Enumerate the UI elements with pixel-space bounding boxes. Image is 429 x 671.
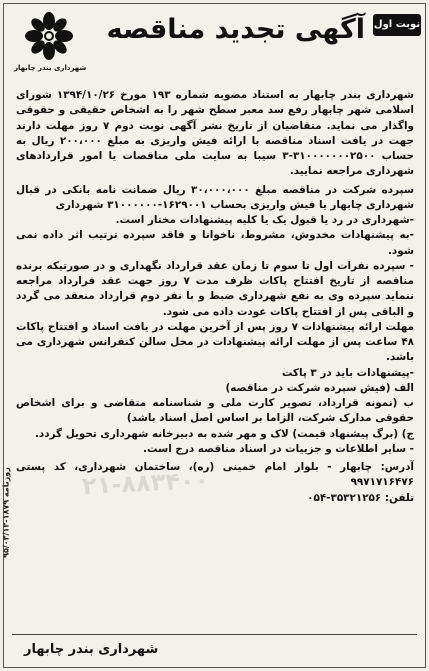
intro-text: به استناد مصوبه شماره ۱۹۳ مورخ ۱۳۹۴/۱۰/۲۶ شورای اسلامی شهر چابهار رفع سد معبر سطح شهر را به اشخاص حقیقی و حقوقی واگذار می نماید. متقاضیان از تاریخ نشر آگهی نوبت دوم ۷ روز مهلت دارند جهت در یافت اسناد مناقصه با ارائه فیش واریزی به مبلغ ۲۰۰،۰۰۰ ریال به حساب ۳۱۰۰۰۰۰۰۰۲۵۰۰-۳ سیبا به سایت ملی مناقصات یا امور قراردادهای شهرداری مراجعه نمایید. — [16, 89, 414, 178]
footer-signature: شهرداری بندر چابهار — [24, 642, 159, 657]
footer-divider — [12, 634, 417, 635]
page-title: آگهی تجدید مناقصه — [106, 14, 365, 45]
paragraph-rights: -شهرداری در رد یا قبول یک یا کلیه پیشنهادات مختار است. — [115, 214, 414, 226]
paragraph-deadline: مهلت ارائه پیشنهادات ۷ روز پس از آخرین مهلت در یافت اسناد و افتتاح پاکات ۴۸ ساعت پس از مهلت ارائه پیشنهادات در محل سالن کنفرانس شهرداری می باشد. — [16, 320, 414, 364]
paragraph-other-info: - سایر اطلاعات و جزییات در اسناد مناقصه درج است. — [143, 442, 414, 455]
flower-emblem-icon — [23, 10, 75, 62]
paragraph-invalid-bids: -به پیشنهادات مخدوش، مشروط، ناخوانا و فاقد سپرده ترتیب اثر داده نمی شود. — [16, 229, 414, 257]
advertisement-frame — [3, 3, 426, 668]
intro-lead: شهرداری بندر چابهار — [303, 89, 415, 101]
address-line: آدرس: چابهار - بلوار امام خمینی (ره)، ساختمان شهرداری، کد پستی ۹۹۷۱۷۱۶۴۷۶ — [16, 461, 414, 489]
envelope-c: ج) (برگ پیشنهاد قیمت) لاک و مهر شده به دبیرخانه شهرداری تحویل گردد. — [34, 427, 414, 440]
notice-body — [16, 88, 414, 628]
watermark-number: ۲۱-۸۸۳۴۰۰ — [81, 465, 210, 501]
side-code-strip — [0, 380, 12, 650]
paragraph-envelopes: -پیشنهادات باید در ۳ پاکت — [281, 366, 414, 379]
header — [4, 4, 427, 84]
paragraph-intro — [16, 88, 414, 180]
phone-line: تلفن: ۳۵۳۲۱۲۵۶-۰۵۴ — [307, 491, 414, 504]
issue-badge: نوبت اول — [373, 14, 421, 36]
logo-caption: شهرداری بندر چابهار — [14, 64, 87, 72]
envelope-b: ب (نمونه قرارداد، تصویر کارت ملی و شناسنامه متقاضی و برای اشخاص حقوقی مدارک شرکت، الزاما بر اساس اصل اسناد باشد) — [16, 397, 414, 425]
municipality-logo — [14, 10, 87, 80]
envelope-a: الف (فیش سپرده شرکت در مناقصه) — [225, 381, 414, 394]
side-code: روزنامه ۱۸۷۹-۹۵/۰۳/۱۲ — [1, 467, 11, 558]
paragraph-deposit-return: - سپرده نفرات اول تا سوم تا زمان عقد قرارداد نگهداری و در صورتیکه برنده مناقصه از تاریخ افتتاح پاکات ظرف مدت ۷ روز جهت عقد قرارداد مراجعه ننماید سپرده وی به نفع شهرداری ضبط و با نفر دوم قرارداد منعقد می گردد و الباقی پس از افتتاح پاکات عودت داده می شود. — [16, 259, 414, 318]
paragraph-deposit: سپرده شرکت در مناقصه مبلغ ۳۰،۰۰۰،۰۰۰ ریال ضمانت نامه بانکی در قبال شهرداری چابهار یا فیش واریزی بحساب ۱۶۲۹۰۰۱-۳۱۰۰۰۰۰۰ شهرداری — [16, 183, 415, 211]
